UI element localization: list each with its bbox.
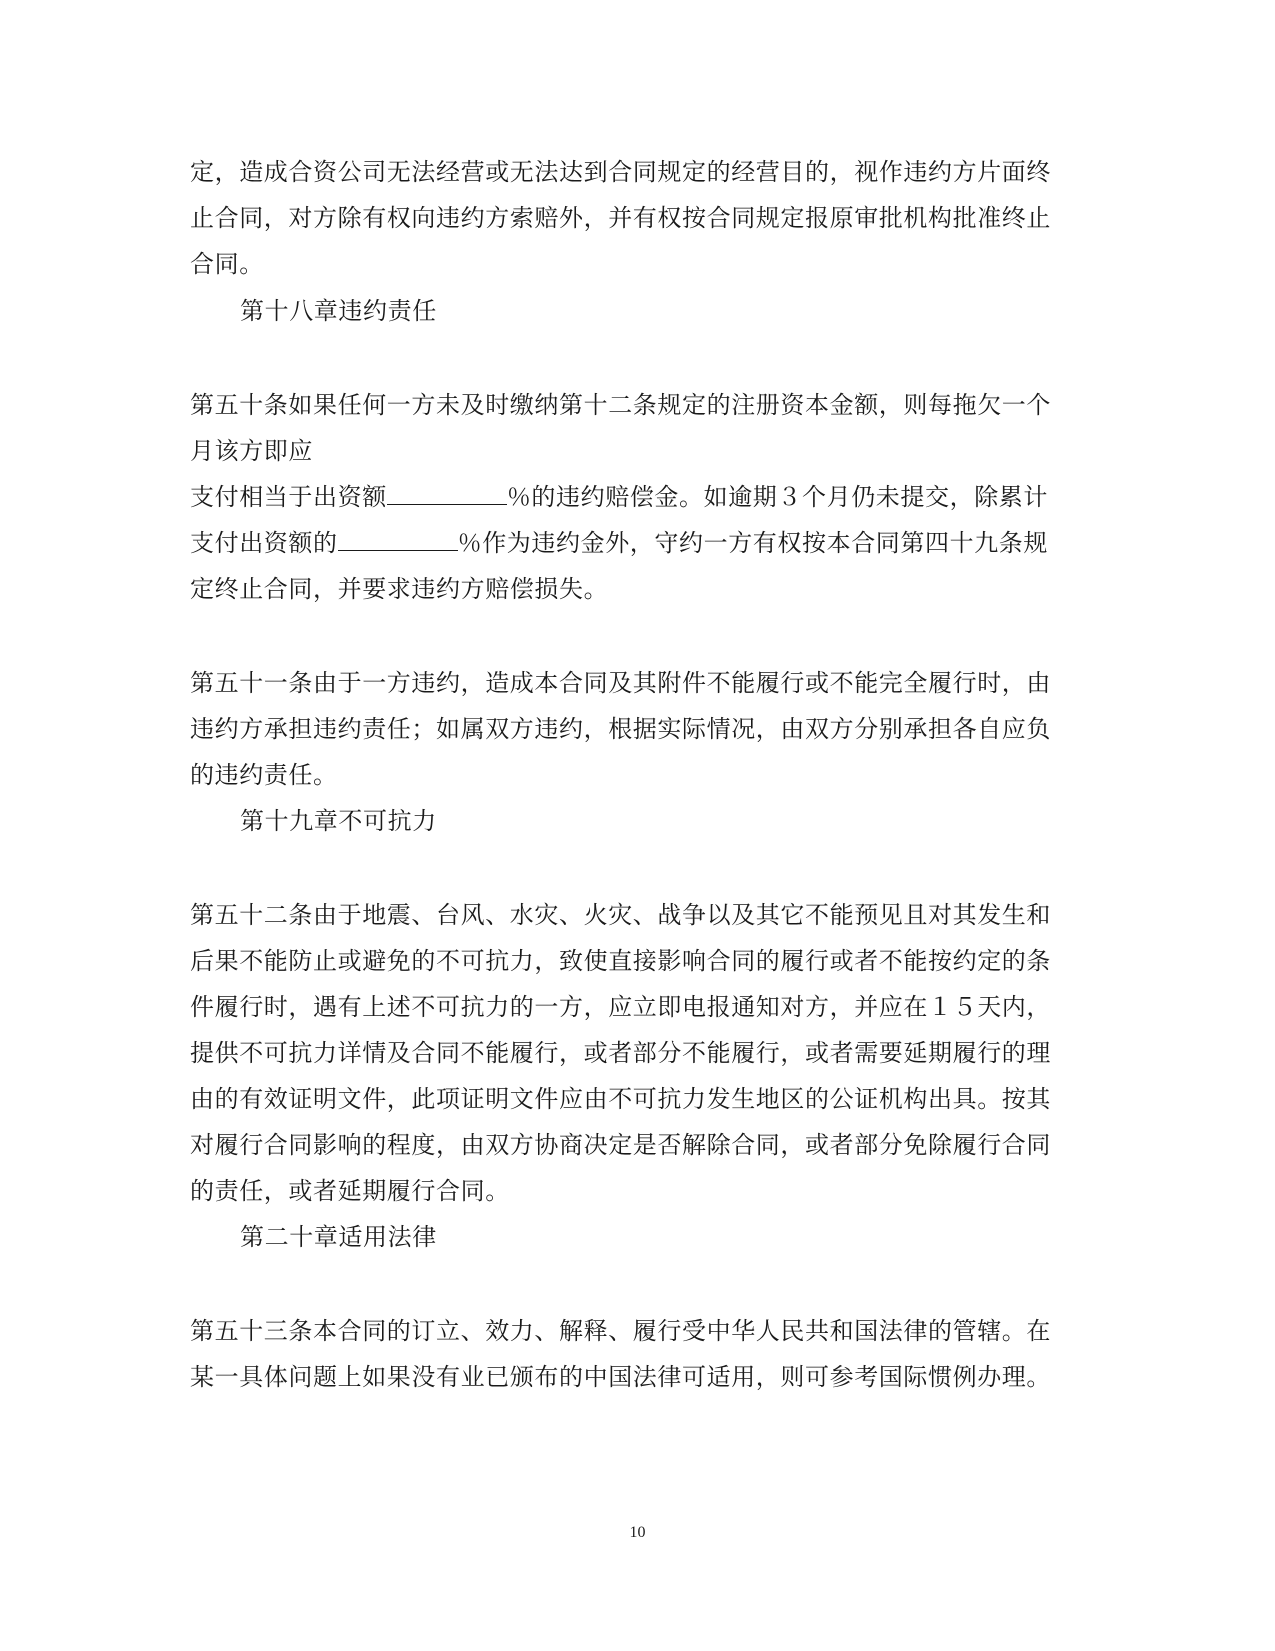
text-line: 违约方承担违约责任；如属双方违约，根据实际情况，由双方分别承担各自应负 — [190, 715, 1051, 743]
text-line: 月该方即应 — [190, 437, 313, 465]
text-line: 第五十一条由于一方违约，造成本合同及其附件不能履行或不能完全履行时，由 — [190, 669, 1051, 697]
text-line: 件履行时，遇有上述不可抗力的一方，应立即电报通知对方，并应在１５天内， — [190, 993, 1051, 1021]
text-line: 由的有效证明文件，此项证明文件应由不可抗力发生地区的公证机构出具。按其 — [190, 1085, 1051, 1113]
fill-blank[interactable] — [338, 528, 458, 551]
text-line: 止合同，对方除有权向违约方索赔外，并有权按合同规定报原审批机构批准终止 — [190, 204, 1051, 232]
text-segment: 支付出资额的 — [190, 529, 338, 557]
text-line: 定终止合同，并要求违约方赔偿损失。 — [190, 575, 609, 603]
chapter-heading: 第十九章不可抗力 — [240, 807, 437, 835]
text-line-with-blank — [190, 528, 1048, 558]
text-segment: 支付相当于出资额 — [190, 483, 387, 511]
fill-blank[interactable] — [387, 482, 507, 505]
chapter-heading: 第二十章适用法律 — [240, 1223, 437, 1251]
text-line: 第五十二条由于地震、台风、水灾、火灾、战争以及其它不能预见且对其发生和 — [190, 901, 1051, 929]
text-line: 定，造成合资公司无法经营或无法达到合同规定的经营目的，视作违约方片面终 — [190, 158, 1051, 186]
text-line: 的违约责任。 — [190, 761, 338, 789]
text-line: 第五十三条本合同的订立、效力、解释、履行受中华人民共和国法律的管辖。在 — [190, 1317, 1051, 1345]
text-line-with-blank — [190, 482, 1048, 512]
chapter-heading: 第十八章违约责任 — [240, 297, 437, 325]
text-segment: ％作为违约金外，守约一方有权按本合同第四十九条规 — [457, 529, 1049, 557]
text-line: 的责任，或者延期履行合同。 — [190, 1177, 510, 1205]
text-line: 第五十条如果任何一方未及时缴纳第十二条规定的注册资本金额，则每拖欠一个 — [190, 391, 1051, 419]
text-segment: ％的违约赔偿金。如逾期３个月仍未提交，除累计 — [506, 483, 1049, 511]
page-number: 10 — [629, 1524, 646, 1541]
text-line: 合同。 — [190, 250, 264, 278]
text-line: 某一具体问题上如果没有业已颁布的中国法律可适用，则可参考国际惯例办理。 — [190, 1363, 1051, 1391]
text-line: 提供不可抗力详情及合同不能履行，或者部分不能履行，或者需要延期履行的理 — [190, 1039, 1051, 1067]
text-line: 对履行合同影响的程度，由双方协商决定是否解除合同，或者部分免除履行合同 — [190, 1131, 1051, 1159]
text-line: 后果不能防止或避免的不可抗力，致使直接影响合同的履行或者不能按约定的条 — [190, 947, 1051, 975]
